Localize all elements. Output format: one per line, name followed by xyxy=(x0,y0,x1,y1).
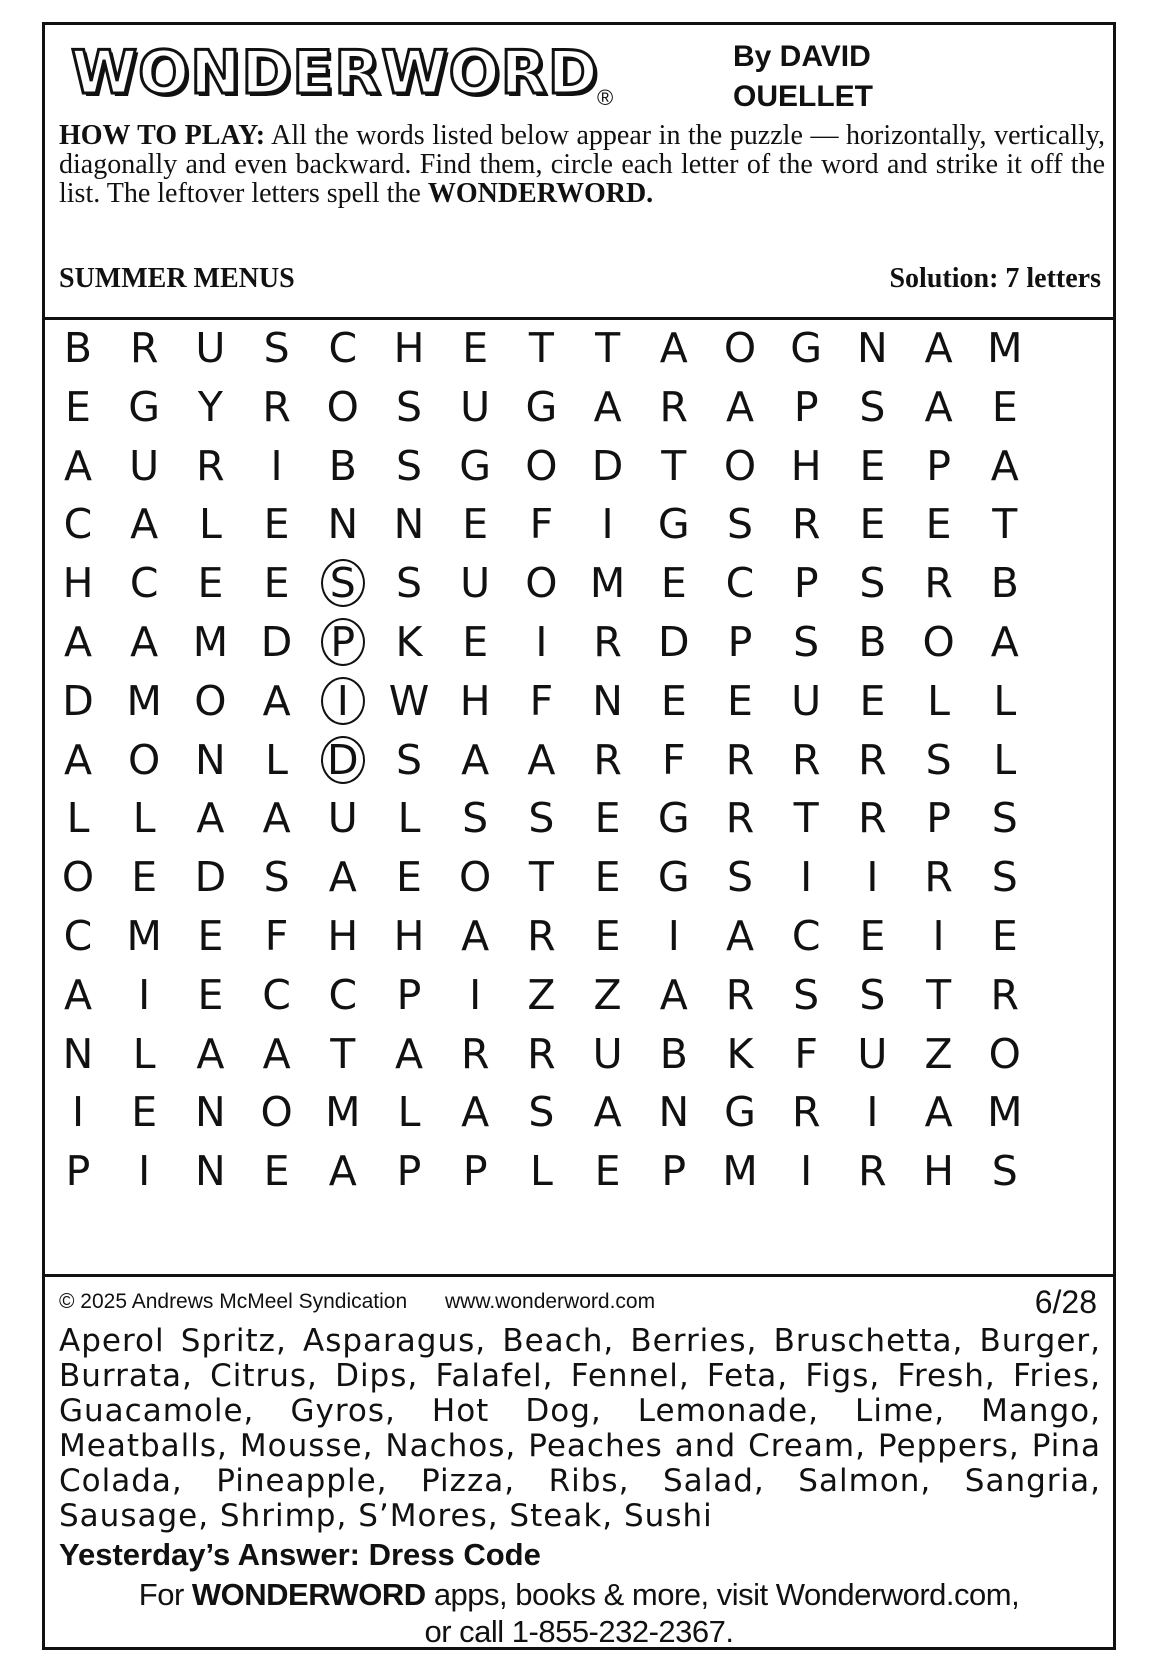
grid-cell[interactable]: A xyxy=(262,794,291,843)
website-link[interactable]: www.wonderword.com xyxy=(445,1290,656,1313)
grid-cell[interactable]: U xyxy=(460,382,491,431)
grid-cell[interactable]: A xyxy=(990,618,1019,666)
grid-cell[interactable]: R xyxy=(725,794,755,843)
grid-cell[interactable]: Z xyxy=(593,970,622,1019)
grid-cell[interactable]: S xyxy=(859,559,886,608)
how-to-end: WONDERWORD. xyxy=(427,178,654,209)
grid-cell[interactable]: S xyxy=(991,853,1018,902)
grid-cell[interactable]: L xyxy=(397,1088,421,1137)
grid-cell[interactable]: G xyxy=(790,324,823,372)
grid-cell[interactable]: M xyxy=(987,1088,1023,1137)
grid-cell[interactable]: L xyxy=(993,735,1017,784)
grid-cell[interactable]: I xyxy=(601,500,614,549)
grid-cell[interactable]: E xyxy=(131,853,158,902)
grid-cell[interactable]: T xyxy=(595,324,621,372)
grid-cell[interactable]: Z xyxy=(527,970,556,1019)
grid-cell[interactable]: N xyxy=(195,735,226,784)
grid-cell[interactable]: P xyxy=(727,618,753,666)
grid-cell[interactable]: R xyxy=(460,1029,490,1078)
grid-cell[interactable]: M xyxy=(325,1088,361,1137)
grid-cell[interactable]: E xyxy=(462,500,489,549)
grid-cell[interactable]: A xyxy=(328,853,357,902)
grid-cell[interactable]: R xyxy=(791,500,821,549)
grid-cell[interactable]: S xyxy=(528,794,555,843)
grid-cell[interactable]: R xyxy=(858,794,887,843)
grid-cell[interactable]: A xyxy=(63,618,93,666)
grid-cell[interactable]: S xyxy=(726,853,754,902)
grid-cell[interactable]: R xyxy=(725,735,755,784)
how-to-label: HOW TO PLAY: xyxy=(59,120,266,151)
grid-cell[interactable]: A xyxy=(924,1088,953,1137)
grid-cell[interactable]: H xyxy=(790,441,822,490)
grid-cell[interactable]: A xyxy=(725,382,755,431)
grid-cell[interactable]: M xyxy=(987,324,1023,372)
grid-cell[interactable]: I xyxy=(866,853,879,902)
copyright: © 2025 Andrews McMeel Syndication xyxy=(59,1290,408,1313)
grid-cell[interactable]: A xyxy=(461,1088,490,1137)
grid-cell[interactable]: E xyxy=(263,500,290,549)
grid-cell[interactable]: R xyxy=(791,1088,821,1137)
grid-cell[interactable]: T xyxy=(528,324,554,372)
puzzle-theme: SUMMER MENUS xyxy=(59,263,295,294)
how-to-play xyxy=(59,121,1105,208)
grid-cell[interactable]: R xyxy=(858,1147,887,1196)
puzzle-footer xyxy=(45,1280,1113,1650)
grid-cell[interactable]: T xyxy=(926,970,952,1019)
puzzle-date: 6/28 xyxy=(1034,1284,1097,1320)
byline-line-2: OUELLET xyxy=(733,80,873,113)
grid-cell[interactable]: D xyxy=(310,729,376,791)
grid-cell[interactable]: O xyxy=(525,559,558,608)
grid-cell[interactable]: G xyxy=(724,1088,756,1137)
grid-cell[interactable]: U xyxy=(327,794,358,843)
grid-cell[interactable]: A xyxy=(924,324,953,372)
grid-cell[interactable]: T xyxy=(793,794,819,843)
grid-cell[interactable]: S xyxy=(395,735,423,784)
grid-cell[interactable]: B xyxy=(328,441,357,490)
grid-cell[interactable]: E xyxy=(859,676,886,725)
grid-cell[interactable]: M xyxy=(126,912,162,960)
grid-cell[interactable]: I xyxy=(535,618,548,666)
grid-cell[interactable]: B xyxy=(659,1029,688,1078)
grid-cell[interactable]: H xyxy=(923,1147,955,1196)
puzzle-header xyxy=(45,25,1113,320)
grid-cell[interactable]: I xyxy=(138,1147,151,1196)
grid-cell[interactable]: G xyxy=(657,500,690,549)
grid-cell[interactable]: N xyxy=(62,1029,94,1078)
grid-cell[interactable]: E xyxy=(594,1147,621,1196)
grid-cell[interactable]: S xyxy=(263,853,290,902)
grid-cell[interactable]: C xyxy=(63,912,93,960)
grid-cell[interactable]: E xyxy=(396,853,422,902)
grid-cell[interactable]: L xyxy=(993,676,1017,725)
grid-cell[interactable]: C xyxy=(328,324,358,372)
grid-cell[interactable]: U xyxy=(195,324,226,372)
grid-cell[interactable]: L xyxy=(529,1147,553,1196)
grid-cell[interactable]: P xyxy=(926,441,951,490)
grid-cell[interactable]: N xyxy=(658,1088,690,1137)
grid-cell[interactable]: L xyxy=(132,794,156,843)
grid-cell[interactable]: P xyxy=(65,1147,91,1196)
grid-cell[interactable]: A xyxy=(593,382,622,431)
grid-cell[interactable]: O xyxy=(988,1029,1021,1078)
solution-length: Solution: 7 letters xyxy=(889,263,1101,294)
grid-cell[interactable]: S xyxy=(925,735,952,784)
grid-cell[interactable]: T xyxy=(992,500,1018,549)
grid-cell[interactable]: C xyxy=(791,912,821,960)
grid-cell[interactable]: O xyxy=(723,324,757,372)
grid-cell[interactable]: H xyxy=(393,324,425,372)
grid-cell[interactable]: A xyxy=(196,1029,225,1078)
grid-cell[interactable]: S xyxy=(793,618,820,666)
grid-cell[interactable]: M xyxy=(192,618,229,666)
grid-cell[interactable]: A xyxy=(328,1147,357,1196)
grid-cell[interactable]: A xyxy=(394,1029,424,1078)
grid-cell[interactable]: R xyxy=(791,735,821,784)
grid-cell[interactable]: L xyxy=(66,794,90,843)
grid-cell[interactable]: G xyxy=(657,794,690,843)
grid-cell[interactable]: E xyxy=(991,382,1018,431)
grid-cell[interactable]: R xyxy=(129,324,159,372)
grid-cell[interactable]: H xyxy=(459,676,491,725)
registered-mark: ® xyxy=(597,85,614,110)
grid-cell[interactable]: A xyxy=(461,912,490,960)
grid-cell[interactable]: G xyxy=(525,382,558,431)
how-to-text: All the words listed below appear in the puzzle — horizontally, vertically, diagonally and even backward. Find them, circle each letter of the word and strike it off the list. The leftover letters spell the xyxy=(59,120,1105,209)
grid-cell[interactable]: I xyxy=(310,670,376,732)
yesterdays-answer: Yesterday’s Answer: Dress Code xyxy=(59,1537,541,1572)
grid-cell[interactable]: L xyxy=(132,1029,156,1078)
puzzle-frame xyxy=(42,22,1116,1650)
grid-cell[interactable]: K xyxy=(726,1029,754,1078)
grid-cell[interactable]: R xyxy=(659,382,689,431)
grid-cell[interactable]: S xyxy=(859,382,886,431)
grid-cell[interactable]: G xyxy=(657,853,690,902)
grid-cell[interactable]: O xyxy=(922,618,955,666)
grid-cell[interactable]: T xyxy=(528,853,554,902)
grid-cell[interactable]: G xyxy=(459,441,492,490)
grid-cell[interactable]: O xyxy=(723,441,757,490)
promo-line-2: or call 1-855-232-2367. xyxy=(424,1614,734,1649)
grid-cell[interactable]: G xyxy=(128,382,161,431)
grid-cell[interactable]: N xyxy=(857,324,888,372)
grid-cell[interactable]: S xyxy=(991,1147,1018,1196)
grid-cell[interactable]: A xyxy=(527,735,556,784)
grid-cell[interactable]: N xyxy=(195,1088,226,1137)
grid-cell[interactable]: R xyxy=(262,382,291,431)
grid-cell[interactable]: B xyxy=(990,559,1019,608)
grid-cell[interactable]: I xyxy=(469,970,482,1019)
grid-cell[interactable]: U xyxy=(791,676,822,725)
grid-cell[interactable]: R xyxy=(924,559,953,608)
grid-cell[interactable]: E xyxy=(462,618,489,666)
grid-cell[interactable]: O xyxy=(61,853,95,902)
grid-cell[interactable]: A xyxy=(130,618,159,666)
grid-cell[interactable]: L xyxy=(927,676,951,725)
grid-cell[interactable]: E xyxy=(594,853,621,902)
grid-cell[interactable]: N xyxy=(327,500,359,549)
grid-cell[interactable]: A xyxy=(924,382,953,431)
grid-cell[interactable]: E xyxy=(594,794,621,843)
grid-cell[interactable]: S xyxy=(859,970,886,1019)
word-list: Aperol Spritz, Asparagus, Beach, Berries, Bruschetta, Burger, Burrata, Citrus, Dips, Falafel, Fennel, Feta, Figs, Fresh, Fries, Guacamole, Gyros, Hot Dog, Lemonade, Lime, Mango, Meatballs, Mousse, Nachos, Peaches and Cream, Peppers, Pina Colada, Pineapple, Pizza, Ribs, Salad, Salmon, Sangria, Sausage, Shrimp, S’Mores, Steak, Sushi xyxy=(59,1323,1101,1534)
grid-cell[interactable]: K xyxy=(395,618,423,666)
grid-cell[interactable]: E xyxy=(859,500,886,549)
grid-cell[interactable]: F xyxy=(264,912,289,960)
grid-cell[interactable]: C xyxy=(63,500,93,549)
grid-cell[interactable]: E xyxy=(65,382,91,431)
grid-cell[interactable]: I xyxy=(866,1088,879,1137)
byline xyxy=(733,37,933,117)
grid-cell[interactable]: S xyxy=(462,794,489,843)
grid-cell[interactable]: O xyxy=(525,441,558,490)
grid-cell[interactable]: A xyxy=(659,324,688,372)
grid-cell[interactable]: A xyxy=(63,441,93,490)
grid-cell[interactable]: B xyxy=(63,324,93,372)
grid-cell[interactable]: D xyxy=(260,618,293,666)
grid-cell[interactable]: S xyxy=(395,559,423,608)
promo-prefix: For xyxy=(138,1577,184,1612)
grid-cell[interactable]: U xyxy=(460,559,491,608)
grid-cell[interactable]: T xyxy=(661,441,687,490)
grid-cell[interactable]: R xyxy=(924,853,953,902)
grid-cell[interactable]: P xyxy=(462,1147,488,1196)
byline-line-1: By DAVID xyxy=(733,40,871,73)
grid-cell[interactable]: S xyxy=(395,382,423,431)
grid-cell[interactable]: E xyxy=(660,559,687,608)
grid-cell[interactable]: D xyxy=(658,618,690,666)
grid-cell[interactable]: H xyxy=(62,559,94,608)
grid-cell[interactable]: T xyxy=(330,1029,356,1078)
grid-cell[interactable]: I xyxy=(932,912,945,960)
grid-cell[interactable]: U xyxy=(129,441,160,490)
grid-cell[interactable]: R xyxy=(725,970,755,1019)
promo-line-1: apps, books & more, visit Wonderword.com, xyxy=(433,1577,1020,1612)
promo-text xyxy=(45,1576,1113,1650)
grid-cell[interactable]: L xyxy=(397,794,421,843)
grid-cell[interactable]: U xyxy=(857,1029,888,1078)
grid-cell[interactable]: C xyxy=(725,559,755,608)
grid-cell[interactable]: E xyxy=(859,441,886,490)
grid-cell[interactable]: A xyxy=(130,500,159,549)
grid-cell[interactable]: A xyxy=(63,970,93,1019)
grid-cell[interactable]: O xyxy=(128,735,161,784)
grid-cell[interactable]: H xyxy=(327,912,359,960)
grid-cell[interactable]: C xyxy=(129,559,159,608)
grid-cell[interactable]: F xyxy=(794,1029,818,1078)
grid-cell[interactable]: R xyxy=(990,970,1020,1019)
grid-cell[interactable]: I xyxy=(270,441,283,490)
grid-cell[interactable]: M xyxy=(126,676,162,725)
grid-cell[interactable]: A xyxy=(262,676,291,725)
grid-cell[interactable]: B xyxy=(858,618,887,666)
grid-cell[interactable]: R xyxy=(527,912,556,960)
grid-cell[interactable]: F xyxy=(662,735,686,784)
grid-cell[interactable]: O xyxy=(260,1088,293,1137)
grid-cell[interactable]: E xyxy=(197,912,224,960)
grid-cell[interactable]: F xyxy=(529,676,554,725)
grid-cell[interactable]: E xyxy=(263,559,290,608)
grid-cell[interactable]: S xyxy=(528,1088,555,1137)
grid-cell[interactable]: S xyxy=(726,500,754,549)
grid-cell[interactable]: S xyxy=(310,552,376,614)
grid-cell[interactable]: A xyxy=(593,1088,622,1137)
grid-cell[interactable]: A xyxy=(461,735,490,784)
grid-cell[interactable]: L xyxy=(198,500,222,549)
grid-cell[interactable]: M xyxy=(589,559,626,608)
grid-cell[interactable]: F xyxy=(529,500,554,549)
grid-cell[interactable]: E xyxy=(925,500,952,549)
grid-cell[interactable]: U xyxy=(592,1029,623,1078)
grid-cell[interactable]: E xyxy=(660,676,687,725)
grid-cell[interactable]: E xyxy=(991,912,1018,960)
grid-cell[interactable]: N xyxy=(195,1147,226,1196)
grid-cell[interactable]: M xyxy=(722,1147,758,1196)
grid-cell[interactable]: R xyxy=(196,441,225,490)
grid-cell[interactable]: H xyxy=(393,912,425,960)
grid-cell[interactable]: C xyxy=(262,970,291,1019)
grid-cell[interactable]: I xyxy=(800,1147,813,1196)
grid-cell[interactable]: A xyxy=(196,794,225,843)
grid-cell[interactable]: D xyxy=(62,676,94,725)
grid-cell[interactable]: Z xyxy=(924,1029,953,1078)
grid-cell[interactable]: A xyxy=(990,441,1019,490)
grid-cell[interactable]: S xyxy=(263,324,290,372)
grid-cell[interactable]: E xyxy=(263,1147,290,1196)
grid-cell[interactable]: E xyxy=(859,912,886,960)
grid-cell[interactable]: R xyxy=(527,1029,556,1078)
grid-cell[interactable]: C xyxy=(328,970,358,1019)
grid-cell[interactable]: Y xyxy=(197,382,223,431)
grid-cell[interactable]: R xyxy=(593,618,622,666)
grid-cell[interactable]: E xyxy=(594,912,621,960)
grid-cell[interactable]: S xyxy=(395,441,423,490)
grid-cell[interactable]: P xyxy=(396,970,422,1019)
grid-cell[interactable]: N xyxy=(592,676,623,725)
grid-cell[interactable]: P xyxy=(661,1147,687,1196)
grid-cell[interactable]: O xyxy=(326,382,359,431)
grid-cell[interactable]: A xyxy=(262,1029,291,1078)
promo-brand: WONDERWORD xyxy=(191,1577,426,1612)
grid-cell[interactable]: E xyxy=(727,676,753,725)
grid-cell[interactable]: R xyxy=(858,735,887,784)
grid-cell[interactable]: P xyxy=(793,382,819,431)
grid-cell[interactable]: I xyxy=(138,970,151,1019)
grid-cell[interactable]: P xyxy=(926,794,951,843)
grid-cell[interactable]: D xyxy=(591,441,624,490)
grid-cell[interactable]: A xyxy=(63,735,93,784)
wonderword-logo: WONDERWORD xyxy=(71,38,599,108)
grid-cell[interactable]: W xyxy=(388,676,430,725)
grid-cell[interactable]: O xyxy=(459,853,492,902)
grid-cell[interactable]: E xyxy=(131,1088,158,1137)
grid-cell[interactable]: R xyxy=(593,735,622,784)
grid-cell[interactable]: S xyxy=(793,970,820,1019)
grid-cell[interactable]: E xyxy=(462,324,489,372)
grid-cell[interactable]: S xyxy=(991,794,1018,843)
grid-cell[interactable]: E xyxy=(197,559,224,608)
grid-cell[interactable]: I xyxy=(71,1088,85,1137)
grid-cell[interactable]: E xyxy=(197,970,224,1019)
grid-cell[interactable]: A xyxy=(659,970,688,1019)
grid-cell[interactable]: O xyxy=(194,676,227,725)
grid-cell[interactable]: I xyxy=(800,853,813,902)
letter-grid xyxy=(45,323,1113,1277)
grid-cell[interactable]: L xyxy=(265,735,289,784)
grid-cell[interactable]: P xyxy=(310,611,376,673)
grid-cell[interactable]: P xyxy=(793,559,819,608)
grid-cell[interactable]: I xyxy=(667,912,680,960)
grid-cell[interactable]: A xyxy=(725,912,755,960)
grid-cell[interactable]: N xyxy=(393,500,425,549)
grid-cell[interactable]: P xyxy=(396,1147,422,1196)
grid-cell[interactable]: D xyxy=(194,853,227,902)
